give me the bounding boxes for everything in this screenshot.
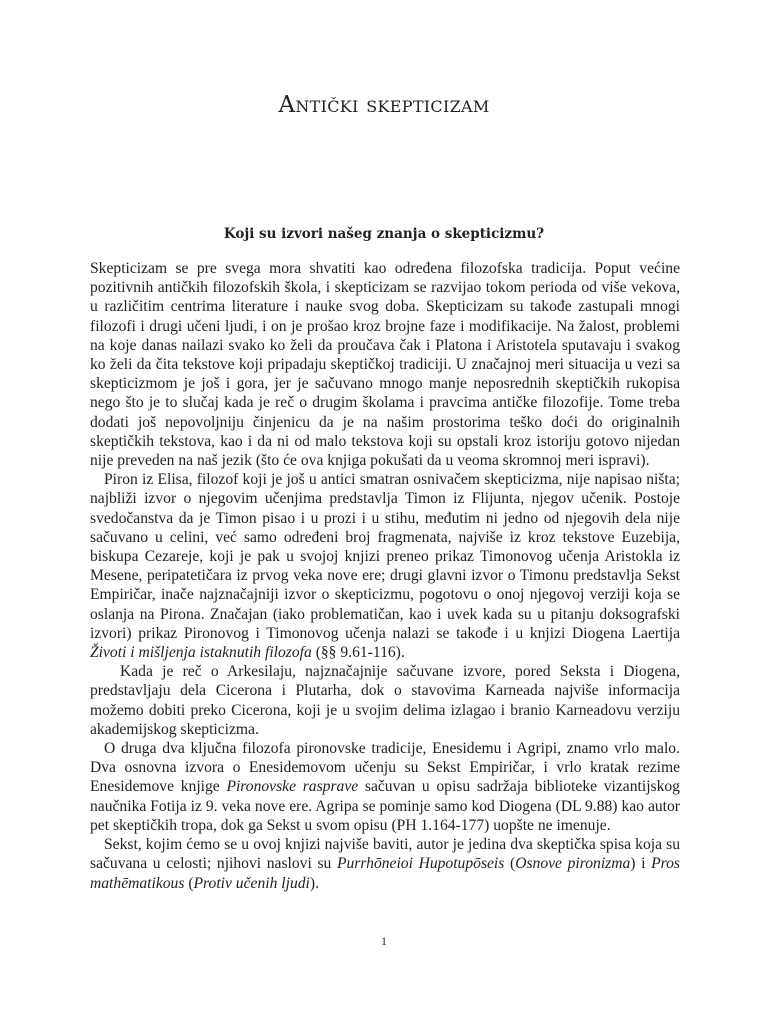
paragraph-2-text: Piron iz Elisa, filozof koji je još u antici smatran osnivačem skepticizma, nije napisao ništa; najbliži izvor o njegovim učenjima predstavlja Timon iz Flijunta, njegov učenik. Postoje svedočanstva da je Timon pisao i u prozi i u stihu, međutim ni jedno od njegovih dela nije sačuvano u celini, već samo određeni broj fragmenata, najviše iz kroz tekstove Euzebija, biskupa Cezareje, koji je pak u svojoj knjizi preneo prikaz Timonovog učenja Aristokla iz Mesene, peripatetičara iz prvog veka nove ere; drugi glavni izvor o Timonu predstavlja Sekst Empiričar, inače najznačajniji izvor o skepticizmu, pogotovu o onoj njegovoj verziji koja se oslanja na Pirona. Značajan (iako problematičan, kao i uvek kada su u pitanju doksografski izvori) prikaz Pironovog i Timonovog učenja nalazi se takođe i u knjizi Diogena Laertija (90, 471, 680, 642)
page-number: 1 (381, 934, 387, 948)
chapter-title: Antički skepticizam (278, 92, 490, 118)
section-heading: Koji su izvori našeg znanja o skepticizmu? (223, 226, 545, 242)
paragraph-3: Kada je reč o Arkesilaju, najznačajnije sačuvane izvore, pored Seksta i Diogena, predstavljaju dela Cicerona i Plutarha, dok o stavovima Karneada najviše informacija možemo dobiti preko Cicerona, koji je u svojim delima izlagao i branio Karneadovu verziju akademijskog skepticizma. (90, 663, 680, 738)
paragraph-5-punct-1: ( (504, 855, 516, 873)
paragraph-5-text: Sekst, kojim ćemo se u ovoj knjizi najviše baviti, autor je jedina dva skeptička spisa koja su sačuvana u celosti; njihovi naslovi su (90, 836, 680, 873)
book-title-greek-2: Pros mathēmatikous (90, 855, 680, 892)
book-title-translation-2: Protiv učenih ljudi (193, 874, 310, 892)
body-text (90, 259, 680, 893)
paragraph-5-punct-3: ( (184, 874, 194, 892)
book-title-translation-1: Osnove pironizma (515, 855, 631, 873)
paragraph-5-punct-2: ) i (630, 855, 652, 873)
paragraph-4 (90, 739, 680, 835)
paragraph-4-text: O druga dva ključna filozofa pironovske tradicije, Enesidemu i Agripi, znamo vrlo malo. Dva osnovna izvora o Enesidemovom učenju su Sekst Empiričar, i vrlo kratak rezime Enesidemove knjige (90, 740, 680, 796)
book-title-greek-1: Purrhōneioi Hupotupōseis (336, 855, 505, 873)
paragraph-4-continuation: sačuvan u opisu sadržaja biblioteke vizantijskog naučnika Fotija iz 9. veka nove ere. Agripa se pominje samo kod Diogena (DL 9.88) kao autor pet skeptičkih tropa, dok ga Sekst u svom opisu (PH 1.164-177) uopšte ne imenuje. (90, 778, 680, 834)
paragraph-1: Skepticizam se pre svega mora shvatiti kao određena filozofska tradicija. Poput većine pozitivnih antičkih filozofskih škola, i skepticizam se razvijao tokom perioda od više vekova, u različitim centrima literature i nauke svog doba. Skepticizam su takođe zastupali mnogi filozofi i drugi učeni ljudi, i on je prošao kroz brojne faze i modifikacije. Na žalost, problemi na koje danas nailazi svako ko želi da proučava čak i Platona i Aristotela sputavaju i svakog ko želi da čita tekstove koji pripadaju skeptičkoj tradiciji. U značajnoj meri situacija u vezi sa skepticizmom je još i gora, jer je sačuvano mnogo manje neposrednih skeptičkih rukopisa nego što je to slučaj kada je reč o drugim školama i pravcima antičke filozofije. Tome treba dodati još nepovoljniju činjenicu da je na našim prostorima teško doći do originalnih skeptičkih tekstova, kao i da ni od malo tekstova koji su opstali kroz istoriju gotovo nijedan nije preveden na naš jezik (što će ova knjiga pokušati da u veoma skromnoj meri ispravi). (90, 260, 680, 470)
book-title-pironovske: Pironovske rasprave (226, 778, 359, 796)
book-title-diogenes: Životi i mišljenja istaknutih filozofa (90, 644, 312, 662)
paragraph-2-citation: (§§ 9.61-116). (311, 644, 405, 662)
paragraph-5-punct-4: ). (309, 874, 319, 892)
paragraph-2 (90, 470, 680, 662)
paragraph-5 (90, 835, 680, 893)
